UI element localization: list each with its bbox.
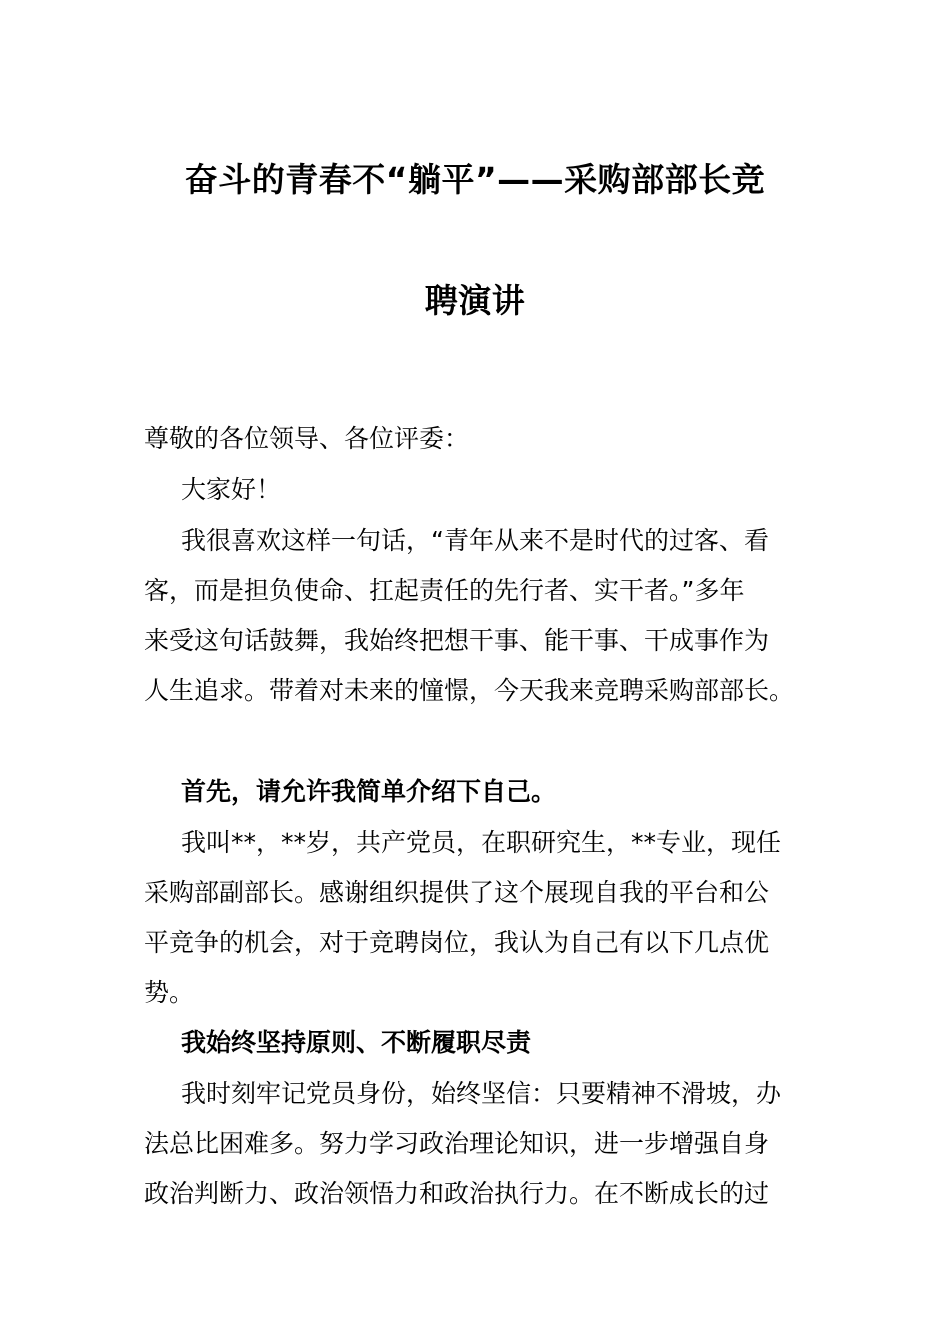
paragraph-2-line: 平竞争的机会，对于竞聘岗位，我认为自己有以下几点优 [144,928,770,957]
section-heading-intro: 首先，请允许我简单介绍下自己。 [181,777,557,806]
paragraph-3-line: 法总比困难多。努力学习政治理论知识，进一步增强自身 [144,1129,770,1158]
paragraph-1-line: 人生追求。带着对未来的憧憬，今天我来竞聘采购部部长。 [144,676,795,705]
paragraph-3-line: 我时刻牢记党员身份，始终坚信：只要精神不滑坡，办 [181,1079,782,1108]
paragraph-2-line: 势。 [144,978,195,1007]
section-heading-principle: 我始终坚持原则、不断履职尽责 [181,1028,532,1057]
paragraph-2-line: 我叫**，**岁，共产党员，在职研究生，**专业，现任 [181,828,782,857]
paragraph-3-line: 政治判断力、政治领悟力和政治执行力。在不断成长的过 [144,1179,770,1208]
paragraph-1-line: 我很喜欢这样一句话，“青年从来不是时代的过客、看 [181,526,769,555]
document-title-line-2: 聘演讲 [424,281,526,320]
document-title-line-1: 奋斗的青春不“躺平”——采购部部长竞 [184,160,766,199]
greeting: 大家好！ [181,475,282,504]
paragraph-1-line: 客，而是担负使命、扛起责任的先行者、实干者。”多年 [144,576,745,605]
paragraph-2-line: 采购部副部长。感谢组织提供了这个展现自我的平台和公 [144,878,770,907]
salutation: 尊敬的各位领导、各位评委： [144,424,470,453]
paragraph-1-line: 来受这句话鼓舞，我始终把想干事、能干事、干成事作为 [144,626,770,655]
